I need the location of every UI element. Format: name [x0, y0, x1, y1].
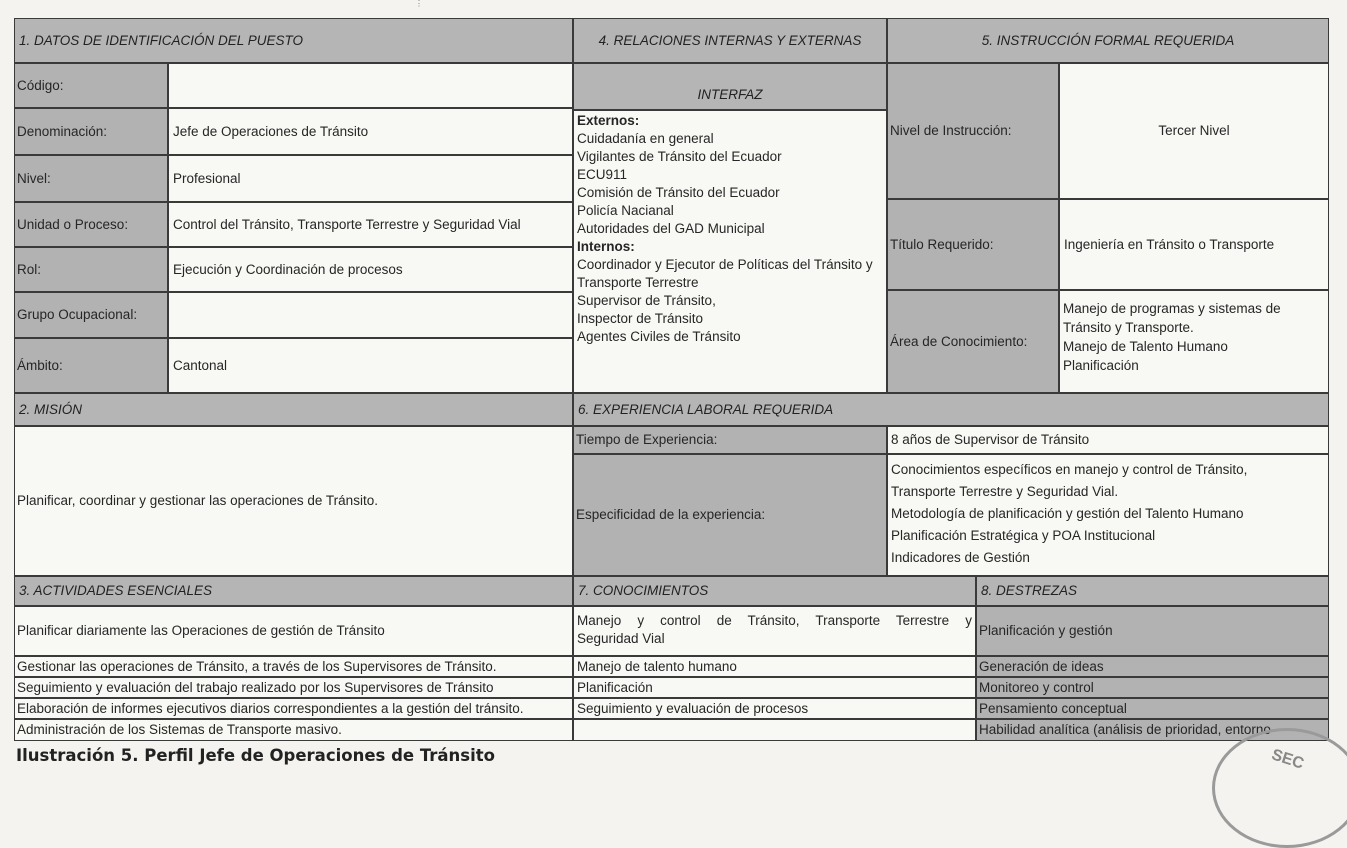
conocimiento-item: Planificación — [573, 677, 976, 698]
area-label: Área de Conocimiento: — [887, 290, 1059, 393]
titulo-value: Ingeniería en Tránsito o Transporte — [1059, 199, 1329, 290]
especificidad-item: Indicadores de Gestión — [891, 550, 1030, 565]
rol-value: Ejecución y Coordinación de procesos — [168, 247, 573, 292]
nivel-instruccion-value: Tercer Nivel — [1059, 63, 1329, 199]
mision-text: Planificar, coordinar y gestionar las operaciones de Tránsito. — [14, 426, 573, 576]
conocimiento-line: Seguridad Vial — [577, 631, 665, 646]
especificidad-item: Conocimientos específicos en manejo y control de Tránsito, — [891, 462, 1248, 477]
conocimiento-line: Manejo y control de Tránsito, Transporte Terrestre y — [577, 613, 972, 628]
tiempo-value: 8 años de Supervisor de Tránsito — [887, 426, 1329, 454]
conocimiento-item: Seguimiento y evaluación de procesos — [573, 698, 976, 719]
actividad-item: Administración de los Sistemas de Transporte masivo. — [14, 719, 573, 741]
externo-item: Comisión de Tránsito del Ecuador — [577, 185, 780, 200]
official-stamp — [1212, 728, 1347, 848]
externos-label: Externos: — [577, 113, 640, 128]
area-item: Manejo de Talento Humano — [1063, 339, 1228, 354]
scan-artifact: ⋮ — [415, 0, 423, 8]
conocimiento-item — [573, 606, 976, 656]
actividad-item: Seguimiento y evaluación del trabajo realizado por los Supervisores de Tránsito — [14, 677, 573, 698]
destreza-item: Generación de ideas — [976, 656, 1329, 677]
interno-item: Agentes Civiles de Tránsito — [577, 329, 741, 344]
interfaz-header: INTERFAZ — [573, 63, 887, 110]
externo-item: ECU911 — [577, 167, 628, 182]
section-5-header: 5. INSTRUCCIÓN FORMAL REQUERIDA — [887, 18, 1329, 63]
titulo-label: Título Requerido: — [887, 199, 1059, 290]
codigo-value — [168, 63, 573, 108]
conocimiento-item: Manejo de talento humano — [573, 656, 976, 677]
rol-label: Rol: — [14, 247, 168, 292]
especificidad-item: Planificación Estratégica y POA Institucional — [891, 528, 1156, 543]
interno-item: Inspector de Tránsito — [577, 311, 704, 326]
externo-item: Vigilantes de Tránsito del Ecuador — [577, 149, 782, 164]
nivel-instruccion-label: Nivel de Instrucción: — [887, 63, 1059, 199]
nivel-value: Profesional — [168, 155, 573, 202]
conocimiento-item — [573, 719, 976, 741]
area-item: Planificación — [1063, 358, 1139, 373]
destreza-item: Habilidad analítica (análisis de prioridad, entorno — [976, 719, 1329, 741]
grupo-value — [168, 292, 573, 338]
especificidad-item: Metodología de planificación y gestión del Talento Humano — [891, 506, 1244, 521]
externo-item: Policía Nacianal — [577, 203, 674, 218]
section-7-header: 7. CONOCIMIENTOS — [573, 576, 976, 606]
section-6-header: 6. EXPERIENCIA LABORAL REQUERIDA — [573, 393, 1329, 426]
destreza-item: Planificación y gestión — [976, 606, 1329, 656]
ambito-value: Cantonal — [168, 338, 573, 393]
nivel-label: Nivel: — [14, 155, 168, 202]
unidad-value: Control del Tránsito, Transporte Terrestre y Seguridad Vial — [168, 202, 573, 247]
area-item: Tránsito y Transporte. — [1063, 320, 1194, 335]
actividad-item: Elaboración de informes ejecutivos diarios correspondientes a la gestión del tránsito. — [14, 698, 573, 719]
denominacion-label: Denominación: — [14, 108, 168, 155]
figure-caption: Ilustración 5. Perfil Jefe de Operaciones de Tránsito — [16, 746, 495, 765]
especificidad-label: Especificidad de la experiencia: — [573, 454, 887, 576]
grupo-label: Grupo Ocupacional: — [14, 292, 168, 338]
tiempo-label: Tiempo de Experiencia: — [573, 426, 887, 454]
especificidad-item: Transporte Terrestre y Seguridad Vial. — [891, 484, 1119, 499]
denominacion-value: Jefe de Operaciones de Tránsito — [168, 108, 573, 155]
internos-label: Internos: — [577, 239, 635, 254]
codigo-label: Código: — [14, 63, 168, 108]
destreza-item: Pensamiento conceptual — [976, 698, 1329, 719]
ambito-label: Ámbito: — [14, 338, 168, 393]
interno-item: Supervisor de Tránsito, — [577, 293, 716, 308]
section-1-header: 1. DATOS DE IDENTIFICACIÓN DEL PUESTO — [14, 18, 573, 63]
area-item: Manejo de programas y sistemas de — [1063, 301, 1281, 316]
actividad-item: Planificar diariamente las Operaciones de gestión de Tránsito — [14, 606, 573, 656]
destreza-item: Monitoreo y control — [976, 677, 1329, 698]
relaciones-list — [573, 110, 887, 393]
actividad-item: Gestionar las operaciones de Tránsito, a través de los Supervisores de Tránsito. — [14, 656, 573, 677]
section-8-header: 8. DESTREZAS — [976, 576, 1329, 606]
externo-item: Autoridades del GAD Municipal — [577, 221, 765, 236]
unidad-label: Unidad o Proceso: — [14, 202, 168, 247]
area-values — [1059, 290, 1329, 393]
interno-item: Transporte Terrestre — [577, 275, 699, 290]
externo-item: Cuidadanía en general — [577, 131, 714, 146]
stamp-text: SEC — [1269, 746, 1306, 773]
section-3-header: 3. ACTIVIDADES ESENCIALES — [14, 576, 573, 606]
interno-item: Coordinador y Ejecutor de Políticas del Tránsito y — [577, 257, 873, 272]
section-2-header: 2. MISIÓN — [14, 393, 573, 426]
section-4-header: 4. RELACIONES INTERNAS Y EXTERNAS — [573, 18, 887, 63]
especificidad-values — [887, 454, 1329, 576]
